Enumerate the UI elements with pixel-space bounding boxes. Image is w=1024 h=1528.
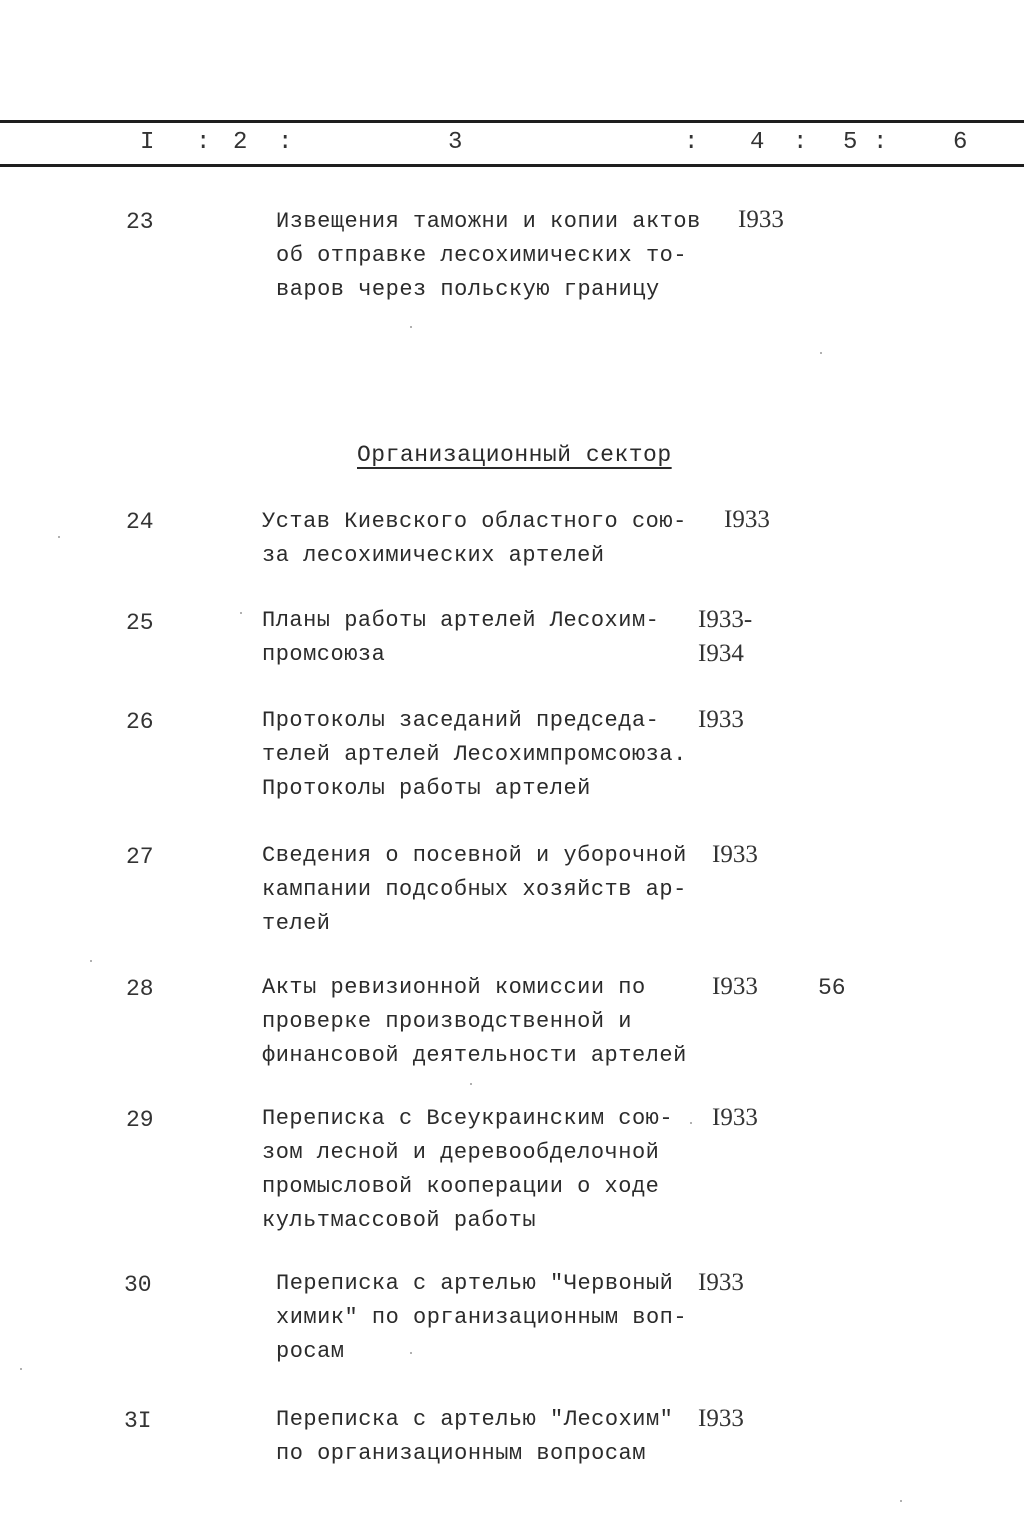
entry-year: I933	[738, 206, 784, 233]
section-title: Организационный сектор	[357, 442, 672, 468]
entry-sheet-count: 56	[818, 975, 846, 1001]
entry-description-line: кампании подсобных хозяйств ар-	[262, 877, 687, 902]
entry-description-line: Извещения таможни и копии актов	[276, 209, 701, 234]
entry-description-line: варов через польскую границу	[276, 277, 660, 302]
entry-description-line: химик" по организационным воп-	[276, 1305, 688, 1330]
header-col-4: 4	[750, 129, 765, 156]
entry-description-line: Переписка с Всеукраинским сою-	[262, 1106, 674, 1131]
entry-description-line: телей артелей Лесохимпромсоюза.	[262, 742, 687, 767]
table-header-bottom-rule	[0, 164, 1024, 167]
entry-year: I933	[712, 973, 758, 1000]
entry-description-line: промсоюза	[262, 642, 386, 667]
header-separator: :	[793, 129, 808, 156]
entry-description-line: зом лесной и деревообделочной	[262, 1140, 660, 1165]
entry-number: 23	[126, 209, 154, 235]
entry-description-line: Переписка с артелью "Червоный	[276, 1271, 674, 1296]
entry-number: 27	[126, 844, 154, 870]
entry-number: 29	[126, 1107, 154, 1133]
entry-description-line: Планы работы артелей Лесохим-	[262, 608, 660, 633]
header-separator: :	[196, 129, 211, 156]
entry-year: I933	[712, 1104, 758, 1131]
entry-number: 24	[126, 509, 154, 535]
entry-number: 25	[126, 610, 154, 636]
entry-description-line: по организационным вопросам	[276, 1441, 646, 1466]
table-header-top-rule	[0, 120, 1024, 123]
entry-description-line: Протоколы заседаний председа-	[262, 708, 660, 733]
entry-number: 28	[126, 976, 154, 1002]
header-separator: :	[684, 129, 699, 156]
entry-description-line: росам	[276, 1339, 345, 1364]
entry-description-line: Протоколы работы артелей	[262, 776, 591, 801]
entry-description-line: Сведения о посевной и уборочной	[262, 843, 687, 868]
entry-description-line: Переписка с артелью "Лесохим"	[276, 1407, 674, 1432]
entry-description-line: Акты ревизионной комиссии по	[262, 975, 646, 1000]
header-col-2: 2	[233, 129, 248, 156]
entry-year: I934	[698, 640, 744, 667]
entry-description-line: культмассовой работы	[262, 1208, 537, 1233]
entry-year: I933-	[698, 606, 753, 633]
entry-description-line: проверке производственной и	[262, 1009, 632, 1034]
header-col-5: 5	[843, 129, 858, 156]
header-col-3: 3	[448, 129, 463, 156]
entry-year: I933	[698, 706, 744, 733]
header-separator: :	[278, 129, 293, 156]
entry-description-line: телей	[262, 911, 331, 936]
entry-number: 26	[126, 709, 154, 735]
entry-year: I933	[698, 1269, 744, 1296]
header-separator: :	[873, 129, 888, 156]
entry-description-line: промысловой кооперации о ходе	[262, 1174, 660, 1199]
header-col-6: 6	[953, 129, 968, 156]
entry-year: I933	[698, 1405, 744, 1432]
entry-description-line: за лесохимических артелей	[262, 543, 605, 568]
entry-description-line: финансовой деятельности артелей	[262, 1043, 687, 1068]
entry-description-line: Устав Киевского областного сою-	[262, 509, 687, 534]
entry-number: 30	[124, 1272, 152, 1298]
entry-number: 3I	[124, 1408, 152, 1434]
entry-year: I933	[712, 841, 758, 868]
entry-description-line: об отправке лесохимических то-	[276, 243, 688, 268]
entry-year: I933	[724, 506, 770, 533]
header-col-1: I	[140, 129, 155, 156]
